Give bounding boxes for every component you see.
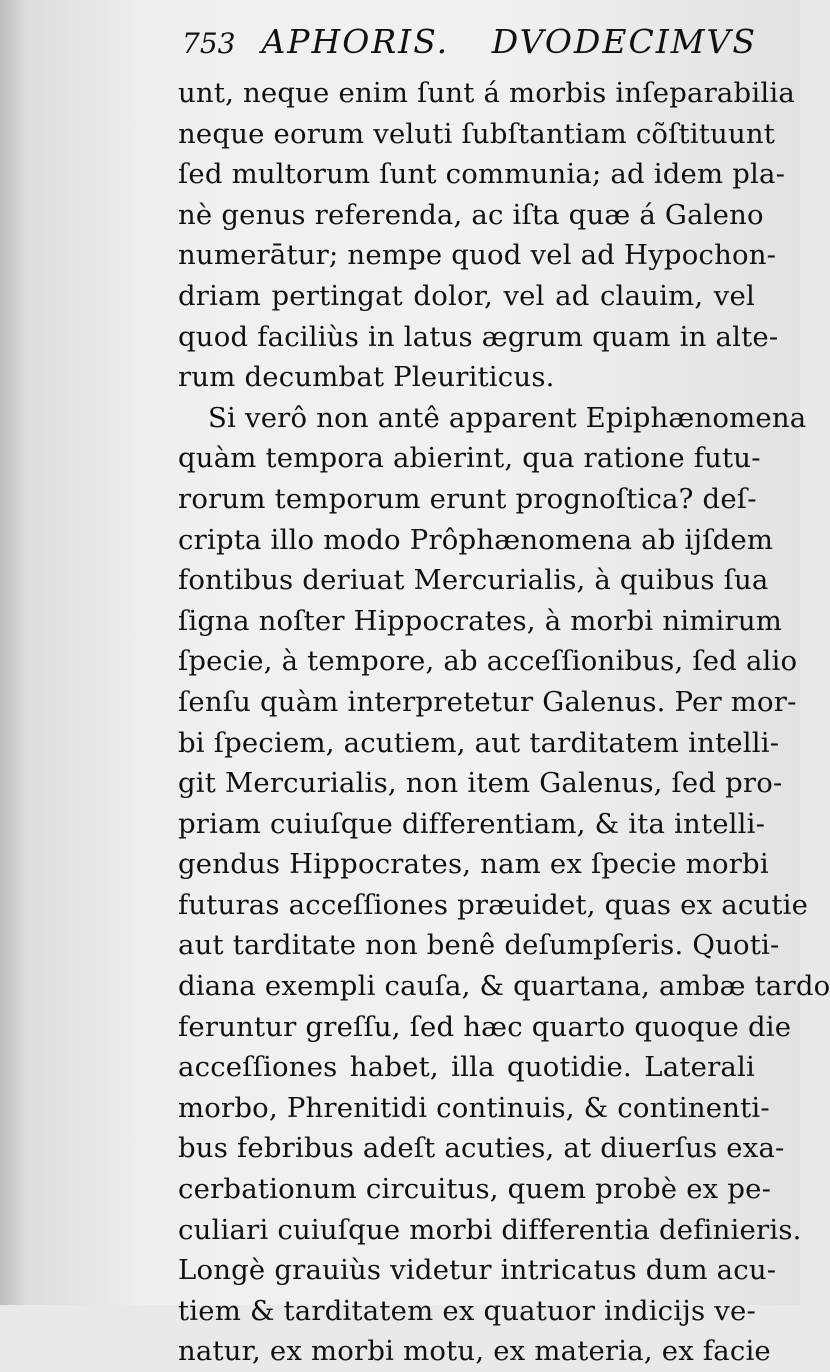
text-line: aut tarditate non benê deſumpſeris. Quoti- bbox=[178, 929, 780, 962]
text-line: cripta illo modo Prôphænomena ab ijſdem bbox=[178, 523, 774, 556]
text-line: neque eorum veluti ſubſtantiam cõſtituunt bbox=[178, 117, 776, 150]
text-line: unt, neque enim ſunt á morbis inſeparabilia bbox=[178, 77, 795, 109]
text-line: git Mercurialis, non item Galenus, ſed pro- bbox=[178, 767, 783, 800]
text-line: bi ſpeciem, acutiem, aut tarditatem intelli- bbox=[178, 726, 780, 759]
text-line: cerbationum circuitus, quem probè ex pe- bbox=[178, 1173, 772, 1206]
page-number: 753 bbox=[182, 27, 236, 60]
text-line: ſed multorum ſunt communia; ad idem pla- bbox=[178, 158, 786, 191]
text-line: Si verô non antê apparent Epiphænomena bbox=[208, 401, 807, 434]
text-line: feruntur greſſu, ſed hæc quarto quoque die bbox=[178, 1010, 792, 1043]
text-line: priam cuiuſque differentiam, & ita intelli- bbox=[178, 807, 766, 840]
text-line: ſpecie, à tempore, ab acceſſionibus, ſed alio bbox=[178, 645, 798, 678]
text-line: fontibus deriuat Mercurialis, à quibus ſua bbox=[178, 564, 769, 597]
text-line: tiem & tarditatem ex quatuor indicijs ve- bbox=[178, 1294, 756, 1327]
text-line: culiari cuiuſque morbi differentia definieris. bbox=[178, 1213, 802, 1246]
text-line: rorum temporum erunt prognoſtica? deſ- bbox=[178, 482, 757, 515]
text-line: numerātur; nempe quod vel ad Hypochon- bbox=[178, 239, 777, 272]
text-line: natur, ex morbi motu, ex materia, ex facie bbox=[178, 1335, 771, 1368]
running-title bbox=[261, 22, 757, 61]
running-title-left: APHORIS. bbox=[261, 22, 450, 61]
text-line: quàm tempora abierint, qua ratione futu- bbox=[178, 442, 761, 475]
paragraph-1 bbox=[178, 73, 795, 398]
text-line: morbo, Phrenitidi continuis, & continenti- bbox=[178, 1091, 770, 1124]
text-line: acceſſiones habet, illa quotidie. Laterali bbox=[178, 1051, 755, 1084]
text-line: Longè grauiùs videtur intricatus dum acu- bbox=[178, 1254, 777, 1287]
text-line: nè genus referenda, ac iſta quæ á Galeno bbox=[178, 198, 764, 231]
running-header bbox=[182, 22, 757, 72]
text-line: driam pertingat dolor, vel ad clauim, vel bbox=[178, 279, 755, 312]
text-line: ſigna noſter Hippocrates, à morbi nimirum bbox=[178, 604, 783, 637]
text-line: quod faciliùs in latus ægrum quam in alte- bbox=[178, 320, 779, 353]
text-line: bus febribus adeſt acuties, at diuerſus exa- bbox=[178, 1132, 785, 1165]
binding-shadow bbox=[0, 0, 26, 1305]
text-line: rum decumbat Pleuriticus. bbox=[178, 361, 555, 394]
running-title-right: DVODECIMVS bbox=[491, 22, 757, 61]
paragraph-2 bbox=[178, 398, 830, 1372]
text-line: diana exempli cauſa, & quartana, ambæ tardo bbox=[178, 970, 830, 1003]
text-line: gendus Hippocrates, nam ex ſpecie morbi bbox=[178, 848, 769, 881]
body-text bbox=[178, 73, 830, 1372]
text-line: futuras acceſſiones præuidet, quas ex acutie bbox=[178, 888, 809, 921]
text-line: ſenſu quàm interpretetur Galenus. Per mor- bbox=[178, 685, 797, 718]
